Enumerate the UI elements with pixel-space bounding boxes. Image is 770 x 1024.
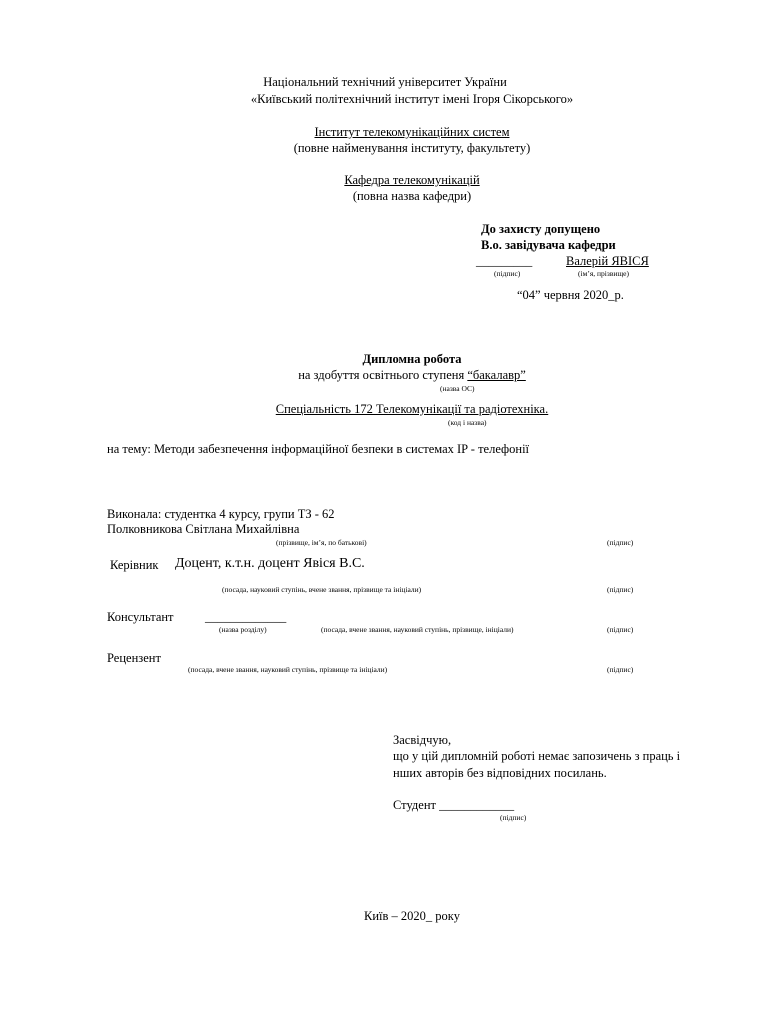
author-name: Полковникова Світлана Михайлівна [107,522,300,536]
department-hint: (повна назва кафедри) [352,189,472,203]
degree-hint: (назва ОС) [440,384,475,393]
degree-name: “бакалавр” [467,368,526,382]
university-name: Національний технічний університет України [263,75,507,89]
degree-line [0,369,770,382]
thesis-topic: на тему: Методи забезпечення інформаційної безпеки в системах IP - телефонії [107,442,530,456]
institute-hint: (повне найменування інституту, факультету) [293,141,531,155]
certify-line-1: Засвідчую, [393,733,452,747]
certify-line-3: нших авторів без відповідних посилань. [393,766,607,780]
approval-date: “04” червня 2020_р. [517,288,624,302]
author-line: Виконала: студентка 4 курсу, групи ТЗ - 62 [107,507,335,521]
consultant-hint: (посада, вчене звання, науковий ступінь, прізвище, ініціали) [321,625,514,634]
consultant-section-hint: (назва розділу) [219,625,267,634]
certify-line-2: що у цій дипломній роботі немає запозичень з праць і [393,749,681,763]
supervisor-hint: (посада, науковий ступінь, вчене звання, прізвище та ініціали) [222,585,422,594]
approval-line-1: До захисту допущено [481,222,601,236]
degree-prefix: на здобуття освітнього ступеня [298,368,468,382]
approval-signature-blank: _________ [476,254,533,268]
work-title: Дипломна робота [362,352,462,366]
supervisor-label: Керівник [110,558,159,572]
student-signature-line: Студент ____________ [393,798,515,812]
reviewer-label: Рецензент [107,651,161,665]
consultant-section-blank: _____________ [205,610,287,624]
city-and-year: Київ – 2020_ року [364,909,460,923]
author-name-hint: (прізвище, ім’я, по батькові) [276,538,367,547]
author-signature-hint: (підпис) [607,538,634,547]
reviewer-hint: (посада, вчене звання, науковий ступінь, прізвище та ініціали) [188,665,388,674]
reviewer-signature-hint: (підпис) [607,665,634,674]
student-signature-hint: (підпис) [500,813,527,822]
department-name: Кафедра телекомунікацій [344,173,480,187]
approval-name-hint: (ім’я, прізвище) [578,269,629,278]
specialty: Спеціальність 172 Телекомунікації та радіотехніка. [275,402,549,416]
consultant-signature-hint: (підпис) [607,625,634,634]
approval-line-2: В.о. завідувача кафедри [481,238,616,252]
institute-name: Інститут телекомунікаційних систем [314,125,510,139]
supervisor-signature-hint: (підпис) [607,585,634,594]
head-of-department-name: Валерій ЯВІСЯ [566,254,649,268]
university-full-name: «Київський політехнічний інститут імені Ігоря Сікорського» [250,92,574,106]
supervisor-name: Доцент, к.т.н. доцент Явіся В.С. [175,556,365,571]
approval-signature-hint: (підпис) [494,269,521,278]
specialty-hint: (код і назва) [448,418,487,427]
consultant-label: Консультант [107,610,174,624]
